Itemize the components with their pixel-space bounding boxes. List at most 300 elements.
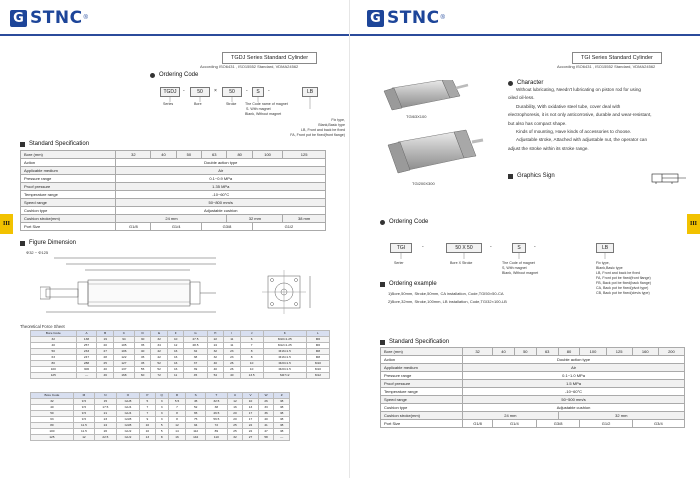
table-cell: 5 <box>140 399 156 405</box>
spec-row: Temperature range -10~60°C <box>21 191 326 199</box>
logo-mark-icon: G <box>10 10 27 27</box>
table-cell: H <box>207 331 224 337</box>
stnc-logo <box>10 8 88 28</box>
table-cell: E <box>151 331 168 337</box>
table-cell: K <box>263 331 306 337</box>
table-cell: 9.5 <box>73 405 94 411</box>
table-cell: 38 <box>274 405 290 411</box>
table-cell: 46 <box>97 373 114 379</box>
right-header <box>350 0 700 36</box>
table-cell: M8 <box>306 355 329 361</box>
spec-cushion-row: Cushion stroke(mm) 24 mm 32 mm <box>381 412 685 420</box>
section-tab: III <box>0 214 13 234</box>
table-cell: 7 <box>168 405 186 411</box>
ordering-example-2: 2)Bore,32mm, Stroke,100mm, LB installation, Code,TGI32×100-LB <box>388 299 507 304</box>
table-cell: 110 <box>206 435 228 441</box>
logo-registered: ® <box>440 15 445 21</box>
table-cell: 25 <box>97 361 114 367</box>
table-cell: 10 <box>243 399 259 405</box>
table-cell: 94 <box>186 423 206 429</box>
table-cell: 40 <box>207 367 224 373</box>
table-cell: G1/2 <box>116 429 139 435</box>
table-cell: 21 <box>95 411 117 417</box>
table-cell: 11 <box>224 337 241 343</box>
table-cell: 46.5 <box>206 411 228 417</box>
table-cell: C <box>113 331 134 337</box>
table-cell: O <box>116 393 139 399</box>
table-cell: 27 <box>97 349 114 355</box>
ordering-code-heading: Ordering Code <box>380 219 428 225</box>
table-cell: Bore Code <box>31 393 74 399</box>
table-cell: 26 <box>224 361 241 367</box>
bullet-square-icon <box>380 282 385 287</box>
table-cell: 28 <box>97 355 114 361</box>
table-cell: 10 <box>167 337 184 343</box>
table-cell: M6 <box>306 343 329 349</box>
code-bore-label: Bore <box>194 102 202 106</box>
table-cell: W <box>258 393 274 399</box>
table-cell: 17 <box>243 411 259 417</box>
table-cell: 12 <box>168 423 186 429</box>
table-cell: 40 <box>258 417 274 423</box>
code-fix-box: LB <box>302 87 318 97</box>
table-cell: 12 <box>227 399 243 405</box>
table-cell: 25 <box>227 429 243 435</box>
table-cell: — <box>76 373 97 379</box>
code-series-box: TGI <box>390 243 412 253</box>
logo-text: STNC <box>30 8 83 28</box>
logo-mark-icon: G <box>367 10 384 27</box>
code-times: × <box>214 88 217 94</box>
table-cell: 11.5 <box>73 429 94 435</box>
table-cell: 288 <box>76 361 97 367</box>
table-cell: G3/8 <box>116 417 139 423</box>
table-cell: 137 <box>113 367 134 373</box>
graphics-symbol-icon <box>650 172 688 184</box>
series-standards: According ISO6431 , ISO15552 Standard, VDMA24562 <box>557 64 656 69</box>
table-cell: 52 <box>151 361 168 367</box>
spec-row: Speed range 50~500 mm/s <box>381 396 685 404</box>
logo-text: STNC <box>387 8 440 28</box>
table-cell: R <box>168 393 186 399</box>
table-cell: 247 <box>76 355 97 361</box>
left-header <box>0 0 349 36</box>
table-cell: 26 <box>258 399 274 405</box>
code-fix-label: Fix type, Blank,Basic type LB, Front and back be fixed FA, Front pot be fixed(front flange) FB, Back pot be fixed(back flange) CA, Back pot be fixed(pivot type) CB, Back pot be fixed(clevis type) <box>596 261 651 295</box>
spec-table <box>380 347 685 428</box>
table-cell: 63 <box>31 355 77 361</box>
spec-row: Proof pressure 1.5 MPa <box>381 380 685 388</box>
bullet-square-icon <box>380 340 385 345</box>
table-cell: 20 <box>227 417 243 423</box>
table-cell: 16 <box>167 361 184 367</box>
code-stroke-box: 50 <box>222 87 242 97</box>
table-cell: 122 <box>113 355 134 361</box>
table-cell: 233 <box>76 349 97 355</box>
character-heading: Character <box>508 80 543 86</box>
code-magnet-box: S <box>512 243 526 253</box>
table-cell: 17 <box>243 417 259 423</box>
table-cell: 8 <box>240 349 263 355</box>
table-cell: 10 <box>140 423 156 429</box>
table-cell: 16 <box>167 349 184 355</box>
table-cell: 10 <box>140 429 156 435</box>
table-cell: 127 <box>113 361 134 367</box>
table-cell: 23 <box>224 349 241 355</box>
bullet-icon <box>508 81 513 86</box>
table-cell: M27×2 <box>263 373 306 379</box>
table-cell: 65 <box>186 411 206 417</box>
table-cell: 7 <box>140 405 156 411</box>
table-cell: 13 <box>243 405 259 411</box>
table-cell: 89 <box>206 429 228 435</box>
table-cell: 106 <box>113 349 134 355</box>
table-cell: 7 <box>140 411 156 417</box>
table-row <box>31 373 330 379</box>
table-cell: 32 <box>184 349 207 355</box>
table-cell: 50 <box>31 411 74 417</box>
table-cell: 45 <box>134 355 151 361</box>
cylinder-photo-2 <box>384 128 484 180</box>
ordering-example-heading: Ordering example <box>380 281 437 287</box>
table-cell: 9 <box>140 417 156 423</box>
character-text: Without lubricating, Needn't lubricating on piston rod for using oiled oil-less. Durability, With oxidative steel tube, cover deal with electrophoresis, it is not only anticorrosive, durable and wear-resistant, but also has compact shape. Kinds of mounting, Have kinds of accessories to choose. Adjustable stroke, Attached with adjustable nut, the operator can adjust the stroke within its stroke range. <box>508 87 652 151</box>
table-cell: 6 <box>240 337 263 343</box>
table-cell: 16 <box>167 367 184 373</box>
bullet-square-icon <box>20 241 25 246</box>
table-cell: M20×1.5 <box>263 367 306 373</box>
table-cell: 12 <box>167 343 184 349</box>
table-cell: 38 <box>274 399 290 405</box>
table-cell: 14 <box>168 429 186 435</box>
table-cell: 28.5 <box>184 343 207 349</box>
table-cell: 5.5 <box>168 399 186 405</box>
table-cell: 22 <box>243 429 259 435</box>
table-cell: 45 <box>186 399 206 405</box>
spec-row: Cushion type Adjustable cushion <box>381 404 685 412</box>
table-cell: G1/8 <box>116 399 139 405</box>
table-cell: G1/4 <box>116 411 139 417</box>
table-cell: 45 <box>184 373 207 379</box>
table-cell: 38 <box>274 423 290 429</box>
table-cell: F <box>167 331 184 337</box>
table-cell: — <box>274 435 290 441</box>
table-cell: M12×1.25 <box>263 343 306 349</box>
table-cell: G3/8 <box>116 423 139 429</box>
table-cell: 38 <box>274 429 290 435</box>
section-tab: III <box>687 214 700 234</box>
code-series-box: TGDJ <box>160 87 180 97</box>
table-cell: 40 <box>31 405 74 411</box>
table-cell: 24 <box>95 423 117 429</box>
table-cell: T <box>206 393 228 399</box>
code-fix-label: Fix type, Blank,Basic type LB, Front and back be fixed FA, Front pot be fixed(front flange) <box>290 118 345 137</box>
table-cell: M8 <box>306 349 329 355</box>
table-cell: 41 <box>258 423 274 429</box>
table-cell: 32.5 <box>206 399 228 405</box>
table-cell: 17.5 <box>95 405 117 411</box>
table-cell: 19 <box>97 337 114 343</box>
table-cell: 3 <box>155 405 168 411</box>
header-rule <box>350 34 700 36</box>
table-cell: 168 <box>113 373 134 379</box>
header-rule <box>0 34 349 36</box>
table-cell: L <box>306 331 329 337</box>
table-cell: 38 <box>274 417 290 423</box>
logo-registered: ® <box>83 15 88 21</box>
table-cell: 16 <box>227 405 243 411</box>
table-cell: 33 <box>258 405 274 411</box>
spec-heading: Standard Specification <box>380 339 449 345</box>
table-cell: B <box>97 331 114 337</box>
table-cell: 42 <box>151 349 168 355</box>
table-cell: 34 <box>151 343 168 349</box>
spec-header-row: Bore (mm) 32 40 50 63 80 100 125 160 200 <box>381 348 685 356</box>
theoretical-force-heading: Theoretical Force Sheet <box>20 324 65 329</box>
table-cell: 16 <box>168 435 186 441</box>
table-cell: 23 <box>95 417 117 423</box>
dimension-table-1 <box>30 330 330 379</box>
table-cell: 26 <box>224 367 241 373</box>
table-cell: 13 <box>140 435 156 441</box>
table-cell: 36 <box>258 411 274 417</box>
table-cell: 100 <box>31 367 77 373</box>
table-cell: 22 <box>243 423 259 429</box>
table-cell: 20 <box>227 411 243 417</box>
table-cell: M10 <box>306 361 329 367</box>
spec-port-row: Port Size G1/8 G1/4 G3/8 G1/2 <box>21 223 326 231</box>
table-cell: 63 <box>31 417 74 423</box>
table-cell: Q <box>155 393 168 399</box>
code-series-label: Series <box>163 102 174 106</box>
code-connector-lines <box>155 97 325 117</box>
table-cell: 10 <box>240 367 263 373</box>
table-cell: 142 <box>186 435 206 441</box>
table-cell: 5 <box>155 429 168 435</box>
table-cell: 8 <box>155 435 168 441</box>
table-cell: 11 <box>224 343 241 349</box>
table-cell: 38 <box>206 405 228 411</box>
left-page: G STNC ® TGDJ Series Standard Cylinder According ISO6431 , ISO15552 Standard, VDMA24562 Ordering Code TGDJ - 50 × 50 - S - LB Series Bore Stroke The Code name of magnet S. With magnet Blank, Without magnet Fix type, Blank,Basic type LB, Front and back be fixed FA, Front pot be fixed(front flange) Standard Specification Bore (mm) 32 40 50 63 80 100 125 Action Double action type Applicable medium Air Pressure range 0.1~0.9 MPa Proof pressure 1.35 MPa Temperature range -10~60°C Speed range 50~800 mm/s Cushion type Adjustable cushion Cushion stroke(mm) 24 mm 32 mm 38 mm Port Size G1/8 G1/4 G3/8 G1/2 III Figure Dimension Φ32 ~ Φ125 Theoretical Force Sheet Bore Code A B C D E F G H I J K L 32 138 19 94 30 32 10 27.5 22 11 6 M10×1.25 M6 40 257 20 105 35 34 12 28.5 24 11 7 M12×1.25 M6 50 233 27 106 40 42 16 32 32 23 8 M16×1.5 M8 63 247 28 122 45 42 16 38 32 23 8 M16×1.5 M8 80 288 25 127 45 52 16 37 40 26 10 M20×1.5 M10 100 306 40 137 55 52 16 39 40 26 10 M20×1.5 M10 125 — 46 168 60 72 11 45 54 40 13.5 M27×2 M12 Bore Code M N O P Q R S T U V W Z 32 9.5 15 G1/8 5 3 5.5 45 32.5 12 10 26 38 40 9.5 17.5 G1/4 7 3 7 52 38 16 13 33 38 50 9.5 21 G1/4 7 3 8 65 46.5 20 17 36 38 63 9.5 23 G3/8 9 3 8 75 56.5 20 17 40 38 80 11.5 24 G3/8 10 5 12 94 72 25 22 41 38 100 11.5 26 G1/2 10 5 14 112 89 25 22 47 38 125 12 22.5 G1/2 13 8 16 142 110 32 27 58 — <box>0 0 350 478</box>
table-cell: 32 <box>31 337 77 343</box>
code-bore-stroke-box: 50 X 50 <box>446 243 482 253</box>
code-bore-box: 50 <box>190 87 210 97</box>
table-cell: 22.5 <box>95 435 117 441</box>
table-cell: 40 <box>207 361 224 367</box>
table-cell: 40 <box>31 343 77 349</box>
table-cell: 39 <box>184 367 207 373</box>
bullet-square-icon <box>508 174 513 179</box>
table-cell: 9.5 <box>73 411 94 417</box>
table-cell: 16 <box>167 355 184 361</box>
table-cell: 3 <box>155 417 168 423</box>
table-cell: G1/2 <box>116 435 139 441</box>
table-cell: 11 <box>167 373 184 379</box>
table-cell: N <box>95 393 117 399</box>
table-cell: J <box>240 331 263 337</box>
table-cell: 52 <box>186 405 206 411</box>
bullet-square-icon <box>20 142 25 147</box>
table-cell: 32 <box>207 349 224 355</box>
table-cell: 40 <box>134 349 151 355</box>
stnc-logo <box>367 8 445 28</box>
table-cell: 13.5 <box>240 373 263 379</box>
table-cell: 37 <box>184 361 207 367</box>
figure-bore-range: Φ32 ~ Φ125 <box>26 250 49 255</box>
table-cell: 54 <box>207 373 224 379</box>
table-cell: 32 <box>207 355 224 361</box>
table-cell: A <box>76 331 97 337</box>
table-cell: G <box>184 331 207 337</box>
table-cell: U <box>227 393 243 399</box>
table-cell: M10×1.25 <box>263 337 306 343</box>
table-cell: V <box>243 393 259 399</box>
photo-1-caption: TGI63X100 <box>406 114 427 119</box>
right-page: G STNC ® TGI Series Standard Cylinder According ISO6431 , ISO15552 Standard, VDMA24562 TGI63X100 TGI200X300 Character Without lubricating, Needn't lubricating on piston rod for using oiled oil-less. Durability, With oxidative steel tube, cover deal with electrophoresis, it is not only anticorrosive, durable and wear-resistant, but also has compact shape. Kinds of mounting, Have kinds of accessories to choose. Adjustable stroke, Attached with adjustable nut, the operator can adjust the stroke within its stroke range. Graphics Sign III Ordering Code TGI - 50 X 50 - S - LB Serier Bore X Stroke The Code of magnet S, With magnet Blank, Without magnet Fix type, Blank,Basic type LB, Front and back be fixed FA, Front pot be fixed(front flange) FB, Back pot be fixed(back flange) CA, Back pot be fixed(pivot type) CB, Back pot be fixed(clevis type) Ordering example 1)Bore,50mm, Stroke,50mm, CA installation, Code,TGI50×50-CA 2)Bore,32mm, Stroke,100mm, LB installation, Code,TGI32×100-LB Standard Specification Bore (mm) 32 40 50 63 80 100 125 160 200 Action Double action type Applicable medium Air Pressure range 0.1~1.0 MPa Proof pressure 1.5 MPa Temperature range -10~60°C Speed range 50~500 mm/s Cushion type Adjustable cushion Cushion stroke(mm) 24 mm 32 mm Port Size G1/8 G1/4 G3/8 G1/2 G3/4 <box>350 0 700 478</box>
table-cell: 40 <box>97 367 114 373</box>
spec-row: Applicable medium Air <box>381 364 685 372</box>
table-cell: S <box>186 393 206 399</box>
code-magnet-label: The Code of magnet S, With magnet Blank, Without magnet <box>502 261 539 275</box>
spec-table <box>20 150 326 231</box>
graphics-sign-heading: Graphics Sign <box>508 173 555 179</box>
table-cell: 32 <box>31 399 74 405</box>
table-cell: M10 <box>306 367 329 373</box>
table-cell: 38 <box>184 355 207 361</box>
table-cell: 72 <box>151 373 168 379</box>
table-cell: 50 <box>31 349 77 355</box>
spec-row: Speed range 50~800 mm/s <box>21 199 326 207</box>
table-cell: 35 <box>134 343 151 349</box>
table-cell: 52 <box>151 367 168 373</box>
table-cell: 47 <box>258 429 274 435</box>
table-cell: M6 <box>306 337 329 343</box>
spec-row: Action Double action type <box>381 356 685 364</box>
code-magnet-box: S <box>252 87 264 97</box>
table-cell: 12 <box>73 435 94 441</box>
table-cell: 112 <box>186 429 206 435</box>
table-cell: I <box>224 331 241 337</box>
spec-row: Pressure range 0.1~0.9 MPa <box>21 175 326 183</box>
figure-heading: Figure Dimension <box>20 240 76 246</box>
spec-port-row: Port Size G1/8 G1/4 G3/8 G1/2 G3/4 <box>381 420 685 428</box>
code-series-label: Serier <box>394 261 404 265</box>
table-cell: 9.5 <box>73 399 94 405</box>
table-cell: 306 <box>76 367 97 373</box>
series-standards: According ISO6431 , ISO15552 Standard, VDMA24562 <box>200 64 299 69</box>
ordering-code-heading: Ordering Code <box>150 72 198 78</box>
table-cell: 32 <box>151 337 168 343</box>
table-cell: 56.5 <box>206 417 228 423</box>
table-cell: 42 <box>151 355 168 361</box>
table-cell: 27 <box>243 435 259 441</box>
spec-row: Proof pressure 1.35 MPa <box>21 183 326 191</box>
table-cell: 11.5 <box>73 423 94 429</box>
table-cell: 25 <box>227 423 243 429</box>
dimension-table-2 <box>30 392 290 441</box>
table-cell: 32 <box>227 435 243 441</box>
table-cell: M12 <box>306 373 329 379</box>
table-cell: 3 <box>155 411 168 417</box>
table-cell: 20 <box>97 343 114 349</box>
table-cell: 72 <box>206 423 228 429</box>
cylinder-dimension-drawing <box>40 254 330 320</box>
spec-row: Pressure range 0.1~1.0 MPa <box>381 372 685 380</box>
table-cell: 75 <box>186 417 206 423</box>
code-bore-stroke-label: Bore X Stroke <box>450 261 473 265</box>
spec-row: Applicable medium Air <box>21 167 326 175</box>
table-cell: 30 <box>134 337 151 343</box>
table-cell: 5 <box>155 423 168 429</box>
table-cell: 26 <box>95 429 117 435</box>
table-cell: 10 <box>240 361 263 367</box>
table-cell: 45 <box>134 361 151 367</box>
spec-row: Cushion type Adjustable cushion <box>21 207 326 215</box>
table-cell: 138 <box>76 337 97 343</box>
spec-row: Action Double action type <box>21 159 326 167</box>
table-cell: 9.5 <box>73 417 94 423</box>
table-cell: P <box>140 393 156 399</box>
code-stroke-label: Stroke <box>226 102 237 106</box>
table-cell: 15 <box>95 399 117 405</box>
code-fix-box: LB <box>596 243 614 253</box>
table-cell: Z <box>274 393 290 399</box>
table-cell: 125 <box>31 435 74 441</box>
table-row <box>31 435 290 441</box>
table-cell: M16×1.5 <box>263 349 306 355</box>
table-cell: 23 <box>224 355 241 361</box>
table-cell: 40 <box>224 373 241 379</box>
table-cell: M16×1.5 <box>263 355 306 361</box>
spec-row: Temperature range -10~60°C <box>381 388 685 396</box>
ordering-example-1: 1)Bore,50mm, Stroke,50mm, CA installation, Code,TGI50×50-CA <box>388 291 504 296</box>
table-cell: 8 <box>240 355 263 361</box>
table-cell: 125 <box>31 373 77 379</box>
table-cell: 94 <box>113 337 134 343</box>
table-cell: M <box>73 393 94 399</box>
table-cell: 22 <box>207 337 224 343</box>
spec-cushion-row: Cushion stroke(mm) 24 mm 32 mm 38 mm <box>21 215 326 223</box>
table-cell: 257 <box>76 343 97 349</box>
photo-2-caption: TGI200X300 <box>412 181 435 186</box>
table-cell: 38 <box>274 411 290 417</box>
series-title: TGDJ Series Standard Cylinder <box>222 52 317 64</box>
spec-header-row: Bore (mm) 32 40 50 63 80 100 125 <box>21 151 326 159</box>
table-cell: 105 <box>113 343 134 349</box>
table-cell: 100 <box>31 429 74 435</box>
bullet-icon <box>380 220 385 225</box>
bullet-icon <box>150 73 155 78</box>
table-cell: G1/4 <box>116 405 139 411</box>
table-cell: 27.5 <box>184 337 207 343</box>
table-cell: Bore Code <box>31 331 77 337</box>
table-cell: M20×1.5 <box>263 361 306 367</box>
table-cell: 3 <box>155 399 168 405</box>
table-cell: 8 <box>168 417 186 423</box>
code-magnet-label: The Code name of magnet S. With magnet Blank, Without magnet <box>245 102 288 116</box>
table-cell: 80 <box>31 423 74 429</box>
table-cell: 60 <box>134 373 151 379</box>
table-cell: 80 <box>31 361 77 367</box>
table-cell: 55 <box>134 367 151 373</box>
series-title: TGI Series Standard Cylinder <box>572 52 662 64</box>
table-cell: 8 <box>168 411 186 417</box>
spec-heading: Standard Specification <box>20 141 89 147</box>
table-cell: 58 <box>258 435 274 441</box>
table-cell: 24 <box>207 343 224 349</box>
table-cell: D <box>134 331 151 337</box>
table-cell: 7 <box>240 343 263 349</box>
